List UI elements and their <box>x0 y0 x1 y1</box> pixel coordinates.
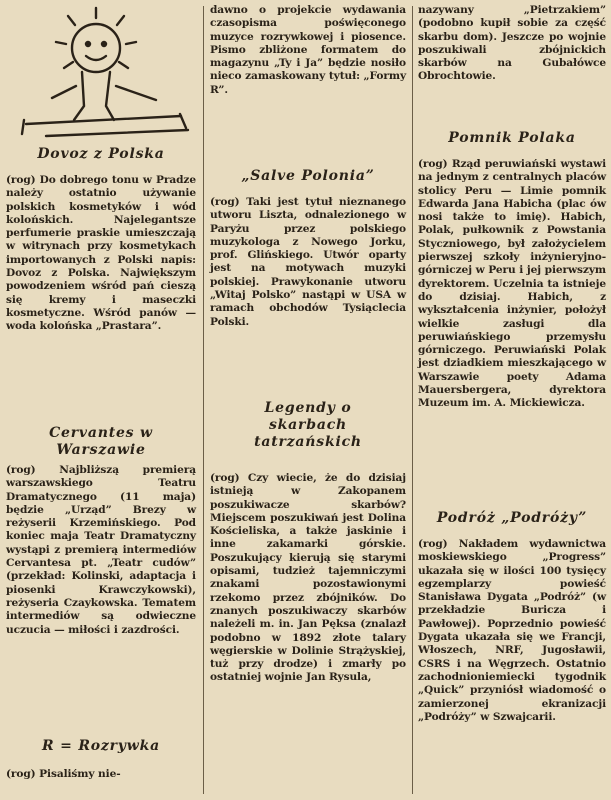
article-rozrywka-continued: dawno o projekcie wydawania czasopisma poświęconego muzyce rozrywkowej i piosence. Pismo zbliżone formatem do magazynu „Ty i Ja” będzie nosiło nieco zamaskowany tytuł: „Formy R”. <box>210 4 406 96</box>
article-podroz: (rog) Nakładem wydawnictwa moskiewskiego „Progress” ukazała się w ilości 100 tysięcy egzemplarzy powieść Stanisława Dygata „Podróż” (w przekładzie Buricza i Pawłowej). Poprzednio powieść Dygata ukazała się we Francji, Włoszech, NRF, Jugosławii, CSRS i na Węgrzech. Ostatnio zachodnioniemiecki tygodnik „Quick” przyniósł wiadomość o zamierzonej ekranizacji „Podróży” w Szwajcarii. <box>418 538 606 723</box>
headline-cervantes: Cervantes w Warszawie <box>49 425 153 458</box>
article-rozrywka: (rog) Pisaliśmy nie- <box>6 768 121 780</box>
headline-rozrywka: R = Rozrywka <box>42 738 160 754</box>
article-legendy-continued: nazywany „Pietrzakiem” (podobno kupił sobie za część skarbu dom). Jeszcze po wojnie poszukiwali zbójnickich skarbów na Gubałówce Obrochtowie. <box>418 4 606 83</box>
column-rule <box>203 6 204 794</box>
headline-dovoz: Dovoz z Polska <box>37 146 165 162</box>
article-dovoz: (rog) Do dobrego tonu w Pradze należy ostatnio używanie polskich kosmetyków i wód kolońskich. Najelegantsze perfumerie praskie umieszczają w witrynach przy kosmetykach importowanych z Polski napis: Dovoz z Polska. Największym powodzeniem wśród pań cieszą się kremy i maseczki kosmetyczne. Wśród panów — woda kolońska „Prastara”. <box>6 174 196 333</box>
article-legendy: (rog) Czy wiecie, że do dzisiaj istnieją w Zakopanem poszukiwacze skarbów? Miejscem poszukiwań jest Dolina Kościeliska, a także jaskinie i inne zakamarki górskie. Poszukujący kierują się starymi opisami, tudzież tajemniczymi znakami pozostawionymi rzekomo przez zbójników. Do znanych poszukiwaczy skarbów należeli m. in. Jan Pęksa (znalazł podobno w 1892 złote talary węgierskie w Dolinie Strążyskiej, tuż przy drodze) i zmarły po ostatniej wojnie Jan Rysula, <box>210 472 406 684</box>
column-rule <box>412 6 413 794</box>
column-2 <box>210 0 406 800</box>
column-3 <box>418 0 606 800</box>
article-pomnik: (rog) Rząd peruwiański wystawi na jednym z centralnych placów stolicy Peru — Limie pomnik Edwarda Jana Habicha (plac ów nosi także to imię). Habich, Polak, pułkownik z Powstania Styczniowego, był założycielem pierwszej szkoły inżynieryjno-górniczej w Peru i jej pierwszym dyrektorem. Uczelnia ta istnieje do dzisiaj. Habich, z wykształcenia inżynier, położył wielkie zasługi dla peruwiańskiego przemysłu górniczego. Peruwiański Polak jest dziadkiem mieszkającego w Warszawie poety Adama Mauersbergera, dyrektora Muzeum im. A. Mickiewicza. <box>418 158 606 410</box>
column-1 <box>6 0 196 800</box>
sun-illustration <box>6 2 196 142</box>
headline-podroz: Podróż „Podróży” <box>436 510 588 526</box>
headline-salve-polonia: „Salve Polonia” <box>241 168 375 184</box>
article-cervantes: (rog) Najbliższą premierą warszawskiego Teatru Dramatycznego (11 maja) będzie „Urząd” Brezy w reżyserii Krzemińskiego. Pod koniec maja Teatr Dramatyczny wystąpi z premierą intermediów Cervantesa pt. „Teatr cudów” (przekład: Kolinski, adaptacja i piosenki Krawczykowski), reżyseria Czaykowska. Tematem intermediów są odwieczne uczucia — miłości i zazdrości. <box>6 464 196 636</box>
headline-legendy: Legendy o skarbach tatrzańskich <box>254 400 362 450</box>
headline-pomnik: Pomnik Polaka <box>448 130 576 146</box>
article-salve-polonia: (rog) Taki jest tytuł nieznanego utworu Liszta, odnalezionego w Paryżu przez polskiego muzykologa z Nowego Jorku, prof. Glińskiego. Utwór oparty jest na motywach muzyki polskiej. Prawykonanie utworu „Witaj Polsko” nastąpi w USA w ramach obchodów Tysiąclecia Polski. <box>210 196 406 328</box>
